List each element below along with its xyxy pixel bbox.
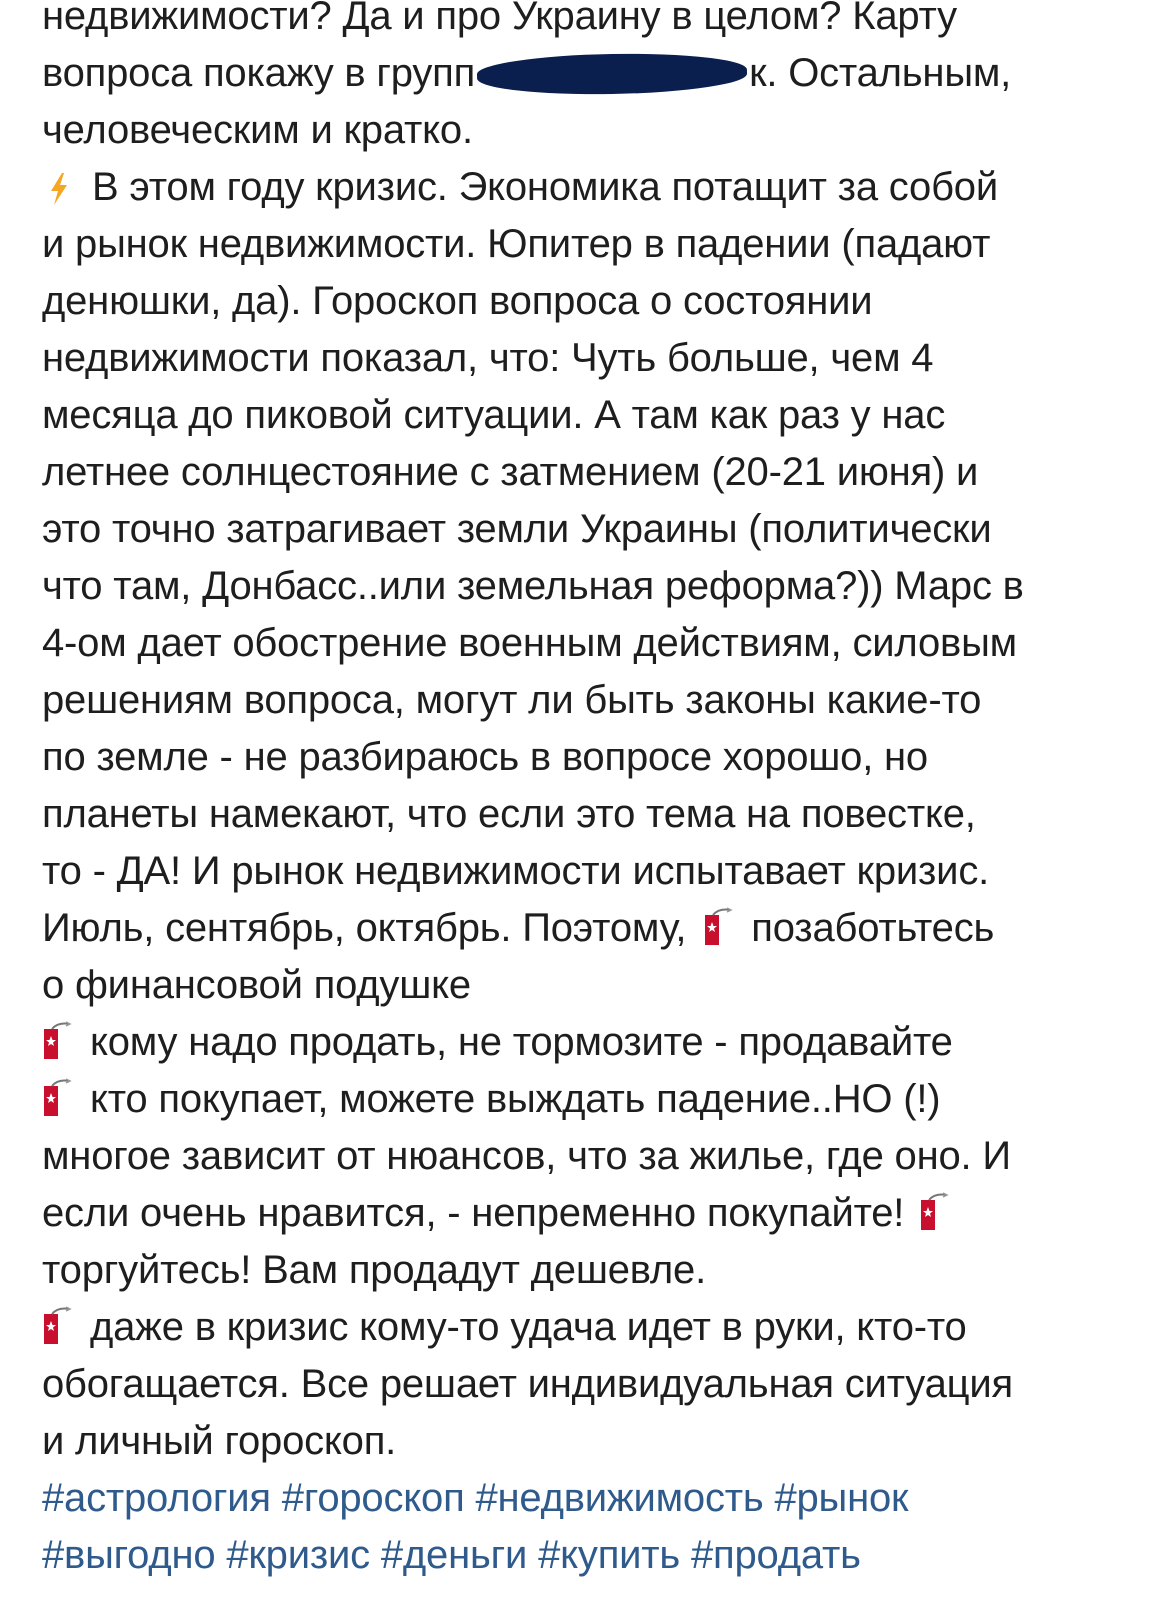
hashtag-link[interactable]: #продать xyxy=(690,1533,861,1577)
post-line: если очень нравится, - непременно покупайте! xyxy=(42,1185,967,1241)
post-line: решениям вопроса, могут ли быть законы какие-то xyxy=(42,678,982,722)
firecracker-icon xyxy=(703,907,733,947)
post-line: месяца до пиковой ситуации. А там как раз у нас xyxy=(42,393,946,437)
post-line: Июль, сентябрь, октябрь. Поэтому, позаботьтесь xyxy=(42,906,995,950)
post-line: торгуйтесь! Вам продадут дешевле. xyxy=(42,1248,707,1292)
post-line: кому надо продать, не тормозите - продавайте xyxy=(42,1014,953,1070)
firecracker-icon xyxy=(42,1306,72,1346)
post-line: планеты намекают, что если это тема на повестке, xyxy=(42,792,976,836)
hashtag-link[interactable]: #рынок xyxy=(774,1476,909,1520)
post-line: по земле - не разбираюсь в вопросе хорошо, но xyxy=(42,735,928,779)
post-line: и рынок недвижимости. Юпитер в падении (падают xyxy=(42,222,991,266)
post-line: денюшки, да). Гороскоп вопроса о состоянии xyxy=(42,279,873,323)
post-line: о финансовой подушке xyxy=(42,963,471,1007)
hashtag-link[interactable]: #гороскоп xyxy=(281,1476,465,1520)
hashtag-link[interactable]: #выгодно xyxy=(42,1533,216,1577)
hashtag-row xyxy=(42,1527,861,1583)
post-line: летнее солнцестояние с затмением (20-21 июня) и xyxy=(42,450,979,494)
redaction-scribble xyxy=(477,52,748,97)
post-line: вопроса покажу в групп к. Остальным, xyxy=(42,51,1012,95)
post-line: многое зависит от нюансов, что за жилье, где оно. И xyxy=(42,1134,1011,1178)
post-line: 4-ом дает обострение военным действиям, силовым xyxy=(42,621,1017,665)
post-line: что там, Донбасс..или земельная реформа?)) Марс в xyxy=(42,564,1024,608)
post-line: то - ДА! И рынок недвижимости испытавает кризис. xyxy=(42,849,990,893)
post-line: человеческим и кратко. xyxy=(42,108,473,152)
post-line: даже в кризис кому-то удача идет в руки, кто-то xyxy=(42,1299,967,1355)
post-line: и личный гороскоп. xyxy=(42,1419,397,1463)
hashtag-row xyxy=(42,1470,908,1526)
firecracker-icon xyxy=(42,1021,72,1061)
post-line: кто покупает, можете выждать падение..НО (!) xyxy=(42,1071,940,1127)
hashtag-link[interactable]: #астрология xyxy=(42,1476,271,1520)
firecracker-icon xyxy=(919,1192,949,1232)
post-line: это точно затрагивает земли Украины (политически xyxy=(42,507,992,551)
post-line: обогащается. Все решает индивидуальная ситуация xyxy=(42,1362,1013,1406)
hashtag-link[interactable]: #кризис xyxy=(226,1533,370,1577)
post-line: недвижимости показал, что: Чуть больше, чем 4 xyxy=(42,336,934,380)
post-line: В этом году кризис. Экономика потащит за собой xyxy=(42,159,998,215)
firecracker-icon xyxy=(42,1078,72,1118)
hashtag-link[interactable]: #недвижимость xyxy=(475,1476,764,1520)
lightning-icon xyxy=(48,172,70,206)
hashtag-link[interactable]: #купить xyxy=(538,1533,681,1577)
post-line: недвижимости? Да и про Украину в целом? Карту xyxy=(42,0,957,38)
hashtag-link[interactable]: #деньги xyxy=(380,1533,528,1577)
